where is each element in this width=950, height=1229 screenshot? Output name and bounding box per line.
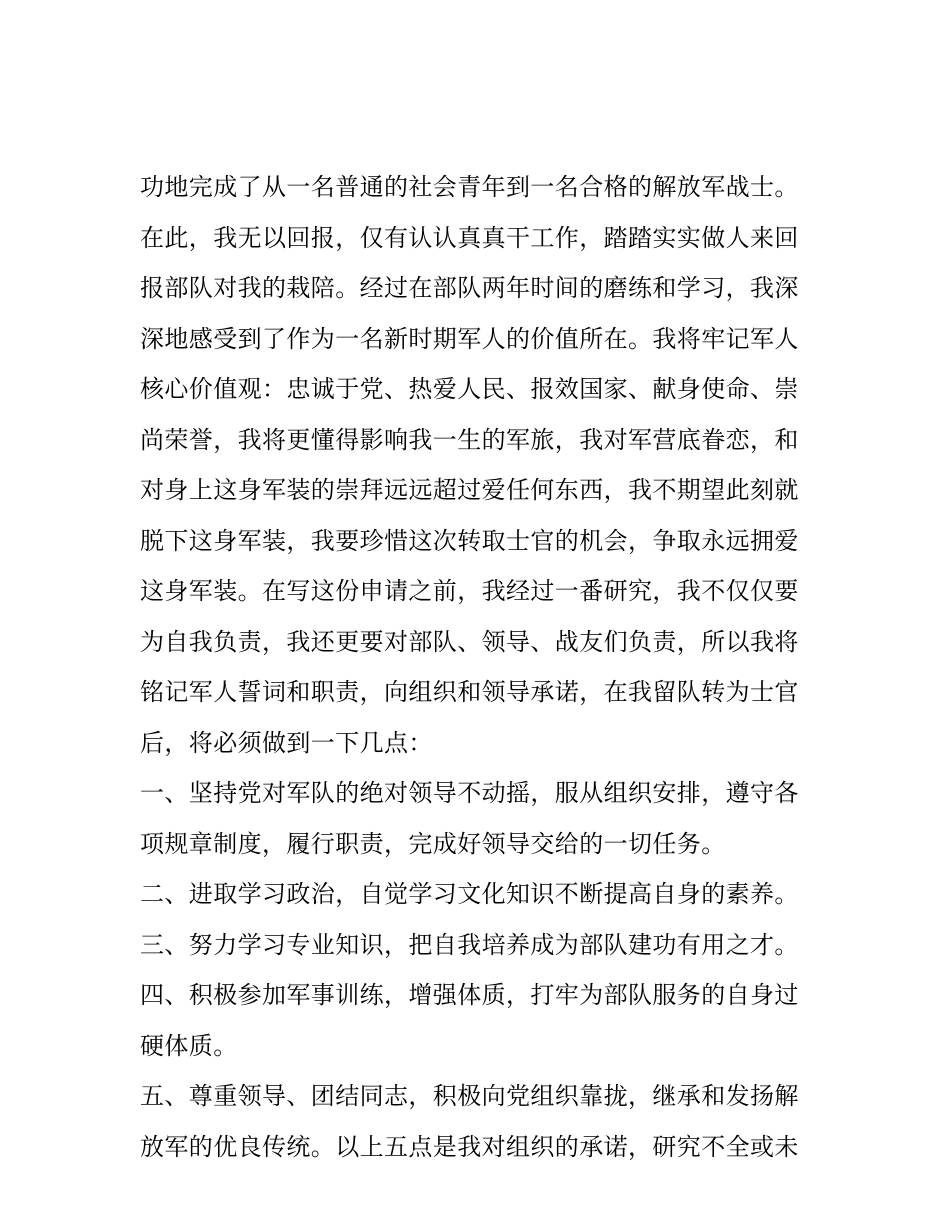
list-item-1: 一、坚持党对军队的绝对领导不动摇，服从组织安排，遵守各 <box>140 779 799 807</box>
text-line: 铭记军人誓词和职责，向组织和领导承诺，在我留队转为士官 <box>140 678 799 706</box>
text-line: 功地完成了从一名普通的社会青年到一名合格的解放军战士。 <box>140 173 799 201</box>
list-item-5-continued: 放军的优良传统。以上五点是我对组织的承诺，研究不全或未 <box>140 1132 799 1161</box>
list-item-4: 四、积极参加军事训练，增强体质，打牢为部队服务的自身过 <box>140 981 799 1009</box>
text-line: 对身上这身军装的崇拜远远超过爱任何东西，我不期望此刻就 <box>140 476 799 504</box>
list-item-1-continued: 项规章制度，履行职责，完成好领导交给的一切任务。 <box>140 829 726 858</box>
text-line: 脱下这身军装，我要珍惜这次转取士官的机会，争取永远拥爱 <box>140 526 799 555</box>
text-line: 尚荣誉，我将更懂得影响我一生的军旅，我对军营底眷恋，和 <box>140 425 799 454</box>
text-line: 这身军装。在写这份申请之前，我经过一番研究，我不仅仅要 <box>140 577 799 605</box>
text-line: 后，将必须做到一下几点： <box>140 728 433 757</box>
list-item-5: 五、尊重领导、团结同志，积极向党组织靠拢，继承和发扬解 <box>140 1082 799 1110</box>
text-line: 为自我负责，我还更要对部队、领导、战友们负责，所以我将 <box>140 627 799 656</box>
list-item-2: 二、进取学习政治，自觉学习文化知识不断提高自身的素养。 <box>140 880 799 908</box>
text-line: 深地感受到了作为一名新时期军人的价值所在。我将牢记军人 <box>140 324 799 353</box>
text-line: 核心价值观：忠诚于党、热爱人民、报效国家、献身使命、崇 <box>140 375 799 403</box>
list-item-4-continued: 硬体质。 <box>140 1031 238 1060</box>
text-line: 报部队对我的栽陪。经过在部队两年时间的磨练和学习，我深 <box>140 274 799 302</box>
document-body <box>140 162 820 1172</box>
list-item-3: 三、努力学习专业知识，把自我培养成为部队建功有用之才。 <box>140 930 799 959</box>
text-line: 在此，我无以回报，仅有认认真真干工作，踏踏实实做人来回 <box>140 223 799 252</box>
